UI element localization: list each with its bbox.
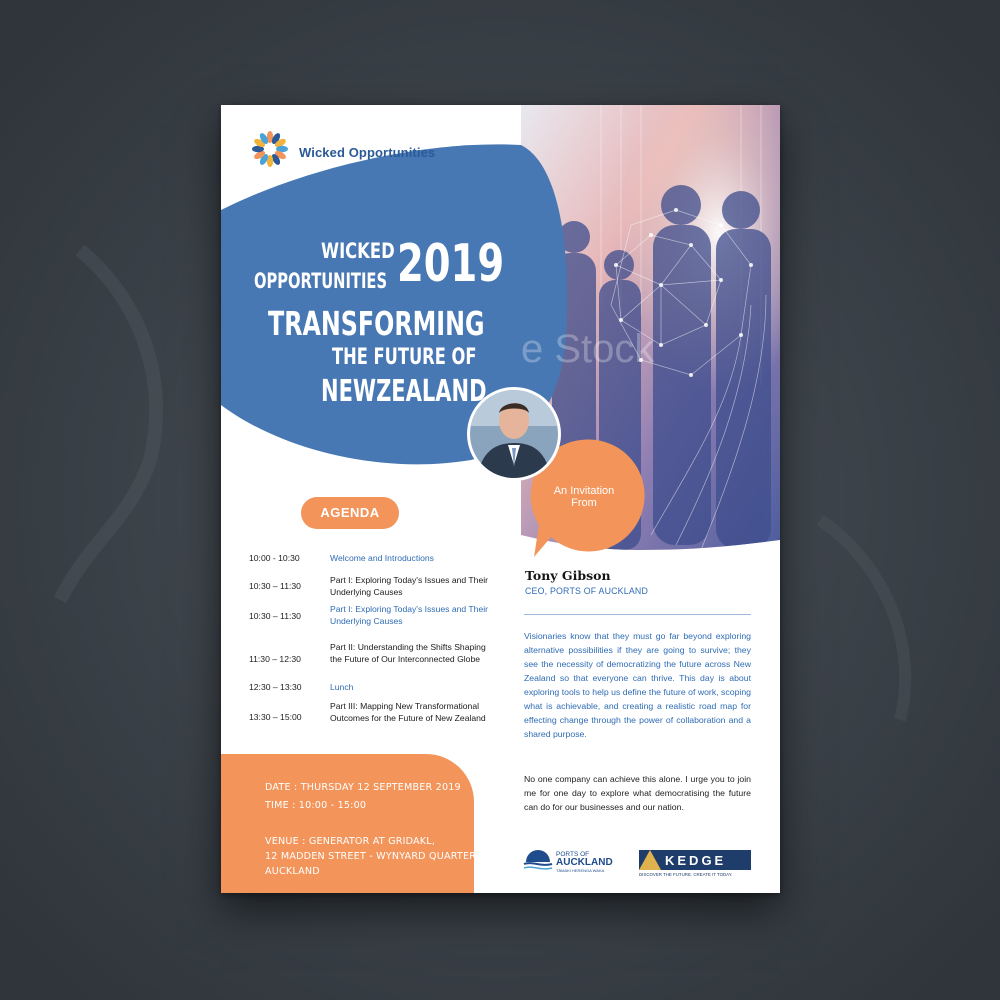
title-line-5: NEWZEALAND	[321, 374, 487, 409]
invitation-paragraph-2: No one company can achieve this alone. I urge you to join me for one day to explore what democratising the future can do for our businesses and our nation.	[524, 774, 751, 812]
kedge-logo-name: KEDGE	[665, 853, 727, 868]
agenda-time: 12:30 – 13:30	[249, 682, 302, 692]
agenda-description: Lunch	[330, 682, 354, 692]
ports-logo-line-3: TĀMAKI HERENGA WAKA	[556, 868, 605, 873]
stock-watermark: e Stock	[521, 327, 655, 371]
ports-of-auckland-logo-icon	[524, 850, 552, 869]
kedge-logo-tagline: DISCOVER THE FUTURE. CREATE IT TODAY.	[639, 872, 733, 877]
event-time: TIME : 10:00 - 15:00	[265, 800, 367, 811]
agenda-time: 13:30 – 15:00	[249, 712, 302, 722]
flower-logo-icon	[252, 131, 288, 167]
speaker-name: Tony Gibson	[525, 568, 611, 583]
invitation-label	[539, 485, 629, 509]
invitation-line-1: An Invitation	[553, 485, 615, 497]
event-date: DATE : THURSDAY 12 SEPTEMBER 2019	[265, 782, 461, 793]
agenda-description: Part II: Understanding the Shifts Shaping the Future of Our Interconnected Globe	[330, 642, 486, 664]
agenda-time: 10:30 – 11:30	[249, 611, 301, 621]
agenda-description: Part I: Exploring Today's Issues and Their Underlying Causes	[330, 575, 489, 597]
title-line-3: TRANSFORMING	[268, 304, 485, 343]
brand-name: Wicked Opportunities	[299, 145, 436, 160]
event-flyer	[221, 105, 780, 893]
invitation-line-2: From	[571, 497, 597, 509]
title-line-2: OPPORTUNITIES	[254, 269, 388, 293]
ports-logo-line-1: PORTS OF	[556, 851, 590, 858]
agenda-description: Welcome and Introductions	[330, 553, 434, 563]
ports-of-auckland-logo	[556, 851, 613, 874]
invitation-paragraph-1: Visionaries know that they must go far beyond exploring alternative possibilities if they are going to survive; they see the necessity of democratizing the future across New Zealand so that everyone can thrive. This day is about exploring tools to help us define the future of work, scoping what is achievable, and creating a realistic road map for effecting change through the power of collaboration and a shared purpose.	[524, 631, 751, 739]
title-line-1: WICKED	[321, 239, 395, 263]
agenda-description: Part I: Exploring Today's Issues and Their Underlying Causes	[330, 604, 489, 626]
ports-logo-line-2: AUCKLAND	[556, 857, 613, 868]
agenda-description: Part III: Mapping New Transformational Outcomes for the Future of New Zealand	[330, 701, 486, 723]
event-venue-line-1: VENUE : GENERATOR AT GRIDAKL,	[265, 836, 436, 847]
event-info-shape	[221, 754, 474, 893]
agenda-time: 10:00 - 10:30	[249, 553, 300, 563]
event-venue-line-2: 12 MADDEN STREET - WYNYARD QUARTER,	[265, 851, 480, 862]
agenda-time: 11:30 – 12:30	[249, 654, 301, 664]
title-year: 2019	[397, 234, 505, 294]
speaker-title: CEO, PORTS OF AUCKLAND	[525, 586, 649, 596]
section-divider	[524, 614, 751, 615]
title-line-4: THE FUTURE OF	[332, 345, 477, 370]
agenda-time: 10:30 – 11:30	[249, 581, 301, 591]
event-venue-line-3: AUCKLAND	[265, 866, 320, 877]
agenda-heading: AGENDA	[301, 497, 399, 529]
